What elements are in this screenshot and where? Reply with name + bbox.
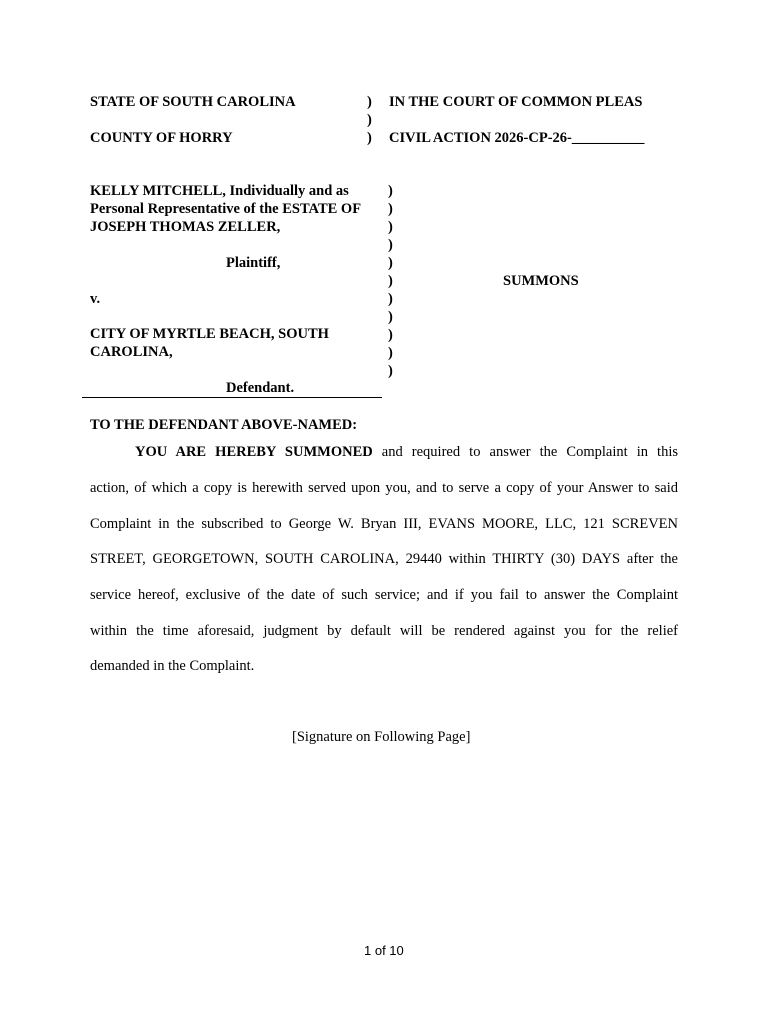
- caption-paren: ): [367, 94, 372, 110]
- caption-paren: ): [388, 273, 393, 289]
- plaintiff-line: KELLY MITCHELL, Individually and as: [90, 183, 349, 199]
- caption-paren: ): [388, 327, 393, 343]
- page-number: 1 of 10: [364, 943, 404, 958]
- body-line: and required to answer the Complaint in this: [372, 444, 678, 460]
- plaintiff-label: Plaintiff,: [226, 255, 281, 271]
- county-heading: COUNTY OF HORRY: [90, 130, 233, 146]
- caption-paren: ): [388, 219, 393, 235]
- court-heading: IN THE COURT OF COMMON PLEAS: [389, 94, 643, 110]
- civil-action-number: CIVIL ACTION 2026-CP-26-__________: [389, 130, 645, 146]
- caption-paren: ): [367, 130, 372, 146]
- body-line: within the time aforesaid, judgment by default will be rendered against you for the relief: [90, 623, 678, 639]
- body-line: demanded in the Complaint.: [90, 658, 255, 674]
- versus-label: v.: [90, 291, 101, 307]
- defendant-line: CAROLINA,: [90, 344, 173, 360]
- body-line: Complaint in the subscribed to George W. Bryan III, EVANS MOORE, LLC, 121 SCREVEN: [90, 516, 678, 532]
- plaintiff-line: Personal Representative of the ESTATE OF: [90, 201, 362, 217]
- defendant-line: CITY OF MYRTLE BEACH, SOUTH: [90, 326, 329, 342]
- salutation: TO THE DEFENDANT ABOVE-NAMED:: [90, 417, 358, 433]
- caption-paren: ): [388, 345, 393, 361]
- signature-note: [Signature on Following Page]: [292, 729, 471, 745]
- state-heading: STATE OF SOUTH CAROLINA: [90, 94, 296, 110]
- defendant-label: Defendant.: [226, 380, 295, 396]
- body-line: STREET, GEORGETOWN, SOUTH CAROLINA, 29440 within THIRTY (30) DAYS after the: [90, 551, 678, 567]
- document-title: SUMMONS: [503, 273, 579, 289]
- summons-lead: YOU ARE HEREBY SUMMONED: [135, 444, 373, 460]
- caption-paren: ): [388, 237, 393, 253]
- caption-paren: ): [388, 183, 393, 199]
- body-line: action, of which a copy is herewith served upon you, and to serve a copy of your Answer to said: [90, 480, 678, 496]
- body-first-line: [135, 443, 678, 461]
- body-line: service hereof, exclusive of the date of such service; and if you fail to answer the Complaint: [90, 587, 678, 603]
- plaintiff-line: JOSEPH THOMAS ZELLER,: [90, 219, 281, 235]
- caption-paren: ): [388, 291, 393, 307]
- caption-paren: ): [388, 201, 393, 217]
- caption-paren: ): [388, 363, 393, 379]
- caption-paren: ): [367, 112, 372, 128]
- caption-paren: ): [388, 255, 393, 271]
- caption-divider: [82, 397, 382, 398]
- caption-paren: ): [388, 309, 393, 325]
